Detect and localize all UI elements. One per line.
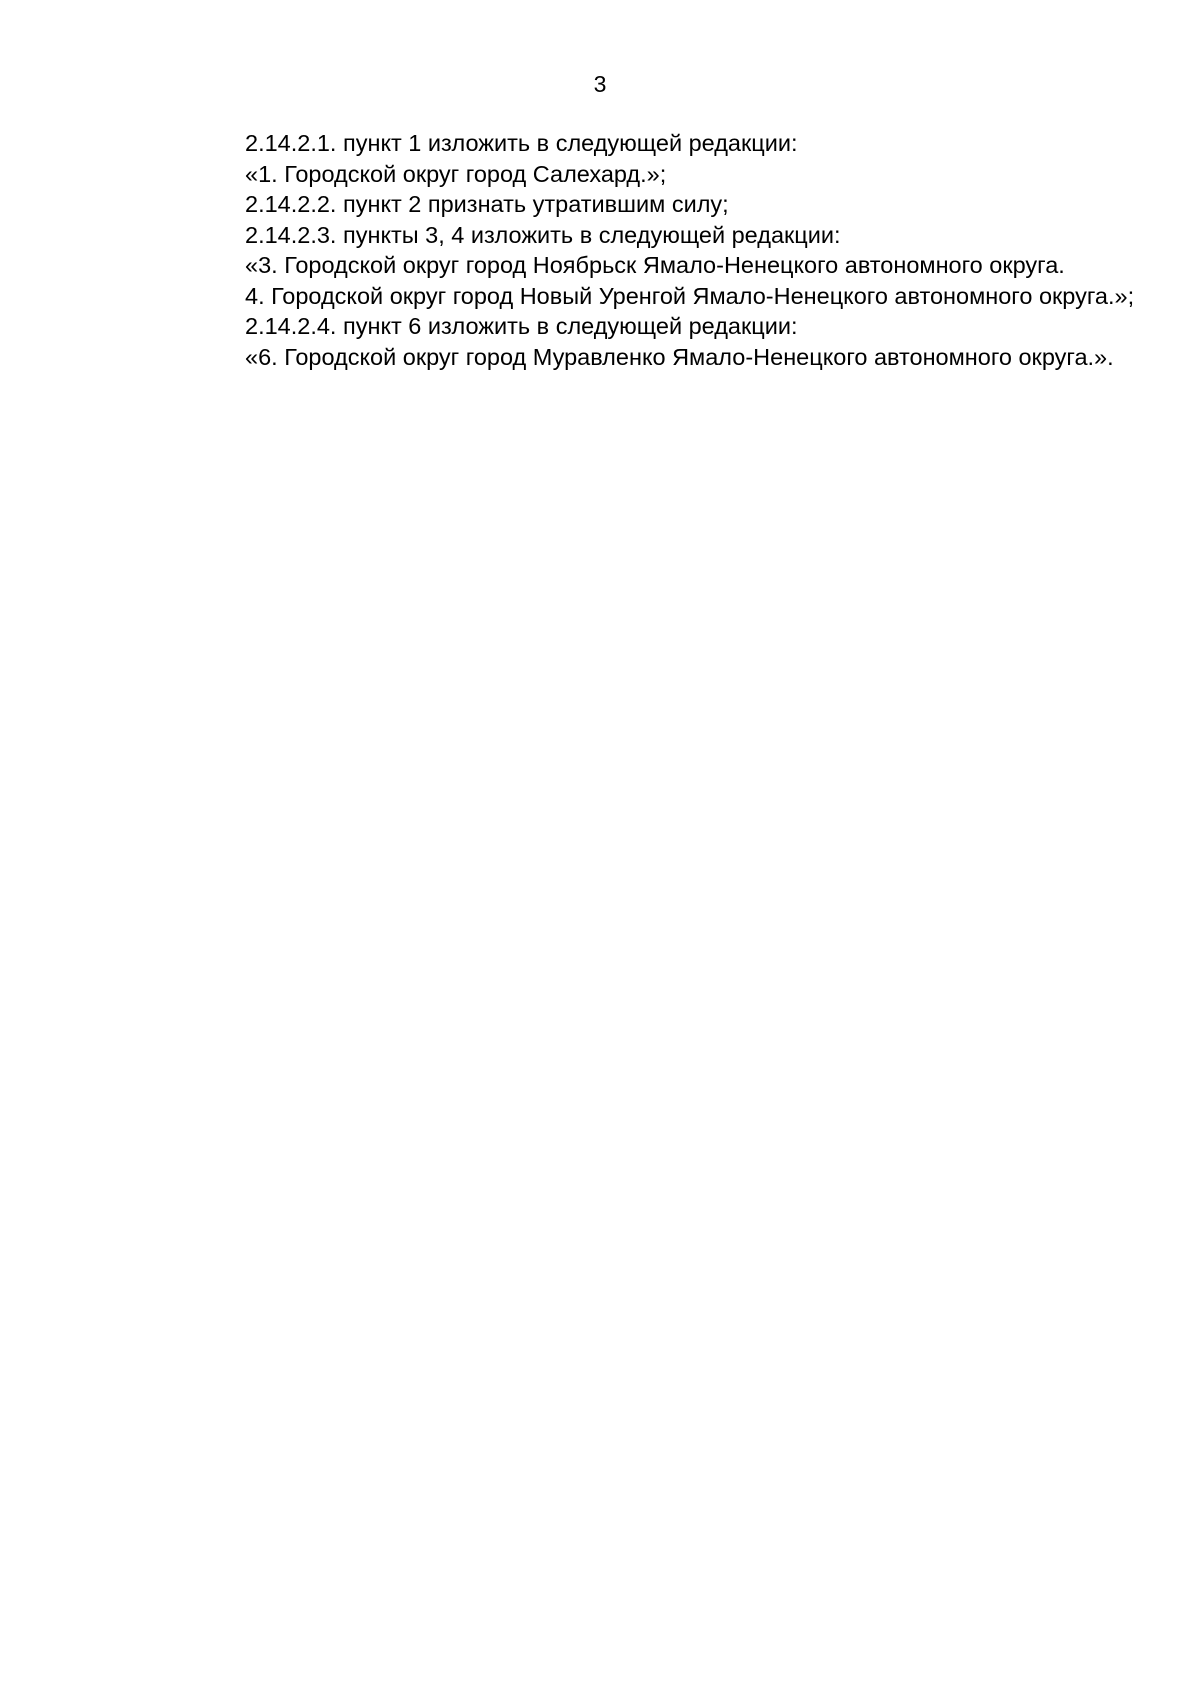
paragraph-quote-item-1: «1. Городской округ город Салехард.»; <box>245 160 667 187</box>
paragraph-quote-item-4: 4. Городской округ город Новый Уренгой Ямало-Ненецкого автономного округа.»; <box>245 282 1135 309</box>
paragraph-2-14-2-4: 2.14.2.4. пункт 6 изложить в следующей редакции: <box>245 313 798 339</box>
paragraph-2-14-2-3: 2.14.2.3. пункты 3, 4 изложить в следующей редакции: <box>245 221 841 248</box>
page-number: 3 <box>593 71 607 97</box>
paragraph-2-14-2-2: 2.14.2.2. пункт 2 признать утратившим силу; <box>245 191 729 217</box>
document-body <box>173 128 1149 372</box>
paragraph-2-14-2-1: 2.14.2.1. пункт 1 изложить в следующей редакции: <box>245 130 798 156</box>
paragraph-quote-item-6: «6. Городской округ город Муравленко Ямало-Ненецкого автономного округа.». <box>245 343 1114 370</box>
paragraph-quote-item-3: «3. Городской округ город Ноябрьск Ямало-Ненецкого автономного округа. <box>245 252 1065 278</box>
